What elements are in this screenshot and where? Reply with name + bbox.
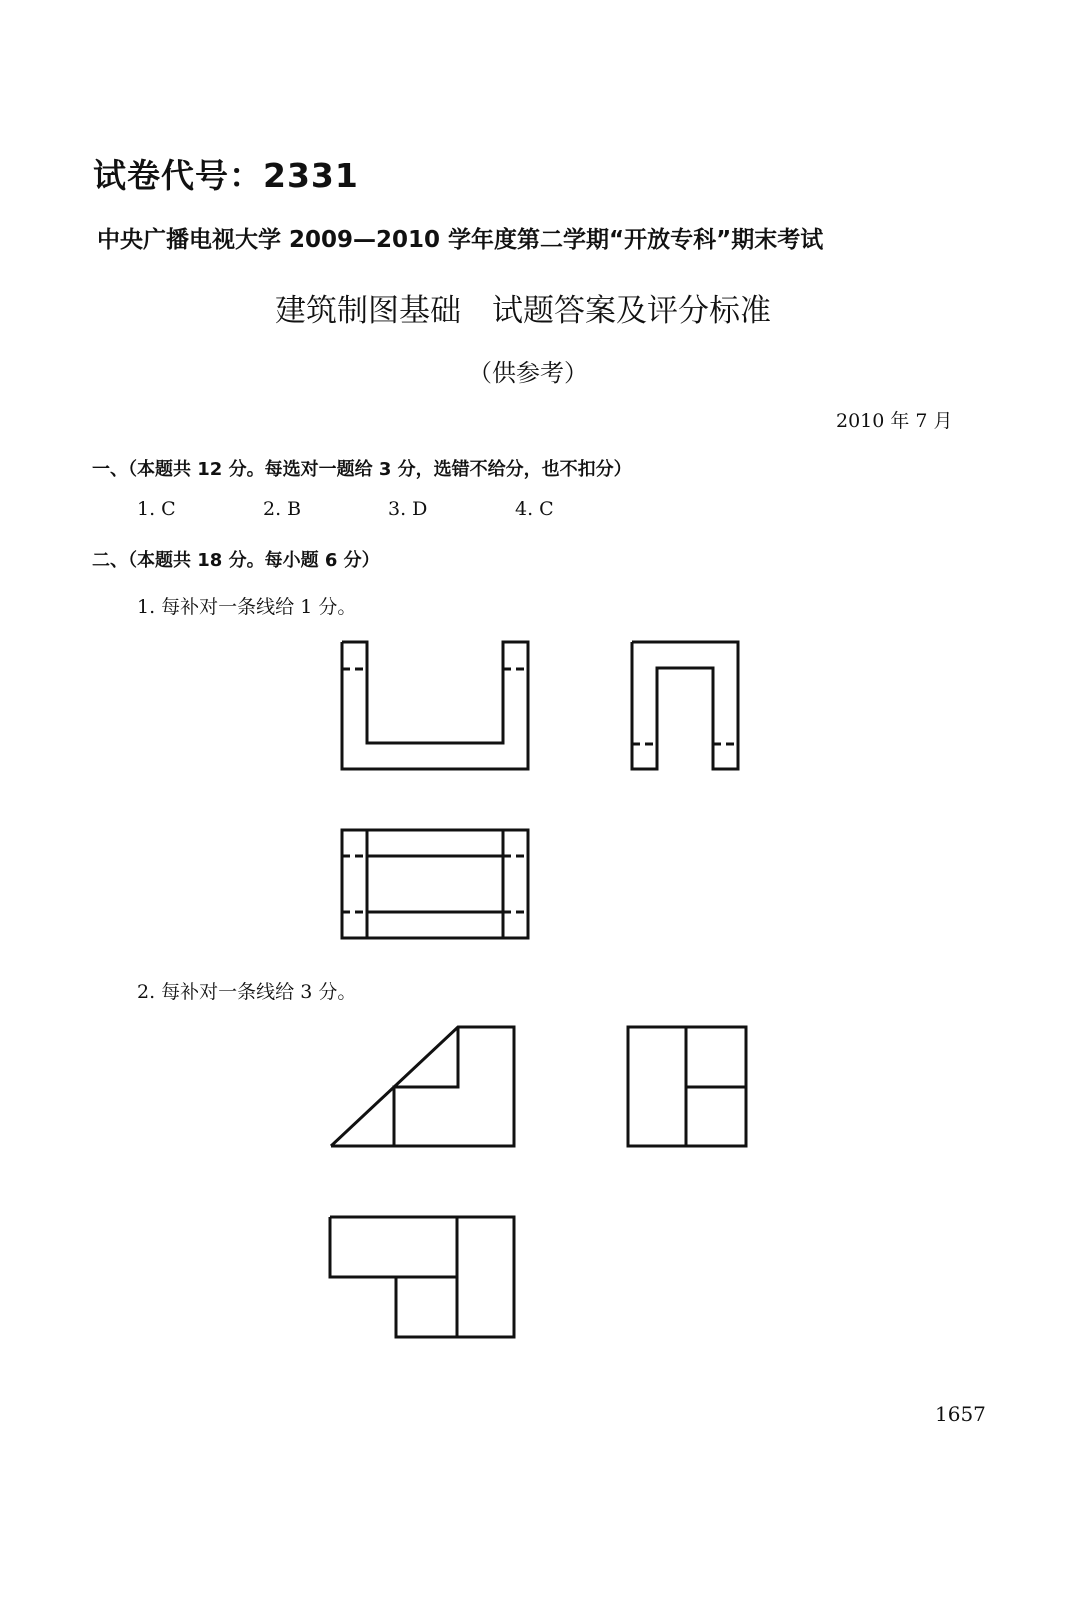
section-2-heading: 二、（本题共 18 分。每小题 6 分） [92, 550, 380, 571]
answer-1: 1. C [137, 498, 176, 520]
item-1-instruction: 1. 每补对一条线给 1 分。 [137, 596, 357, 618]
document-title: 建筑制图基础 试题答案及评分标准 [275, 293, 771, 329]
item1-top-view [342, 830, 528, 938]
paper-code: 试卷代号：2331 [93, 156, 359, 195]
item-2-instruction: 2. 每补对一条线给 3 分。 [137, 981, 357, 1003]
exam-title: 中央广播电视大学 2009—2010 学年度第二学期“开放专科”期末考试 [97, 227, 824, 253]
exam-date: 2010 年 7 月 [836, 410, 953, 432]
item2-top-view [330, 1217, 514, 1337]
item2-side-view [628, 1027, 746, 1146]
reference-note: （供参考） [468, 359, 588, 387]
answer-4: 4. C [515, 498, 554, 520]
item2-front-view [331, 1027, 514, 1146]
answer-2: 2. B [263, 498, 302, 520]
section-1-heading: 一、（本题共 12 分。每选对一题给 3 分，选错不给分，也不扣分） [92, 459, 632, 480]
item1-side-view [632, 642, 738, 769]
item1-front-view [342, 642, 528, 769]
page-number: 1657 [935, 1402, 986, 1426]
answer-3: 3. D [388, 498, 428, 520]
